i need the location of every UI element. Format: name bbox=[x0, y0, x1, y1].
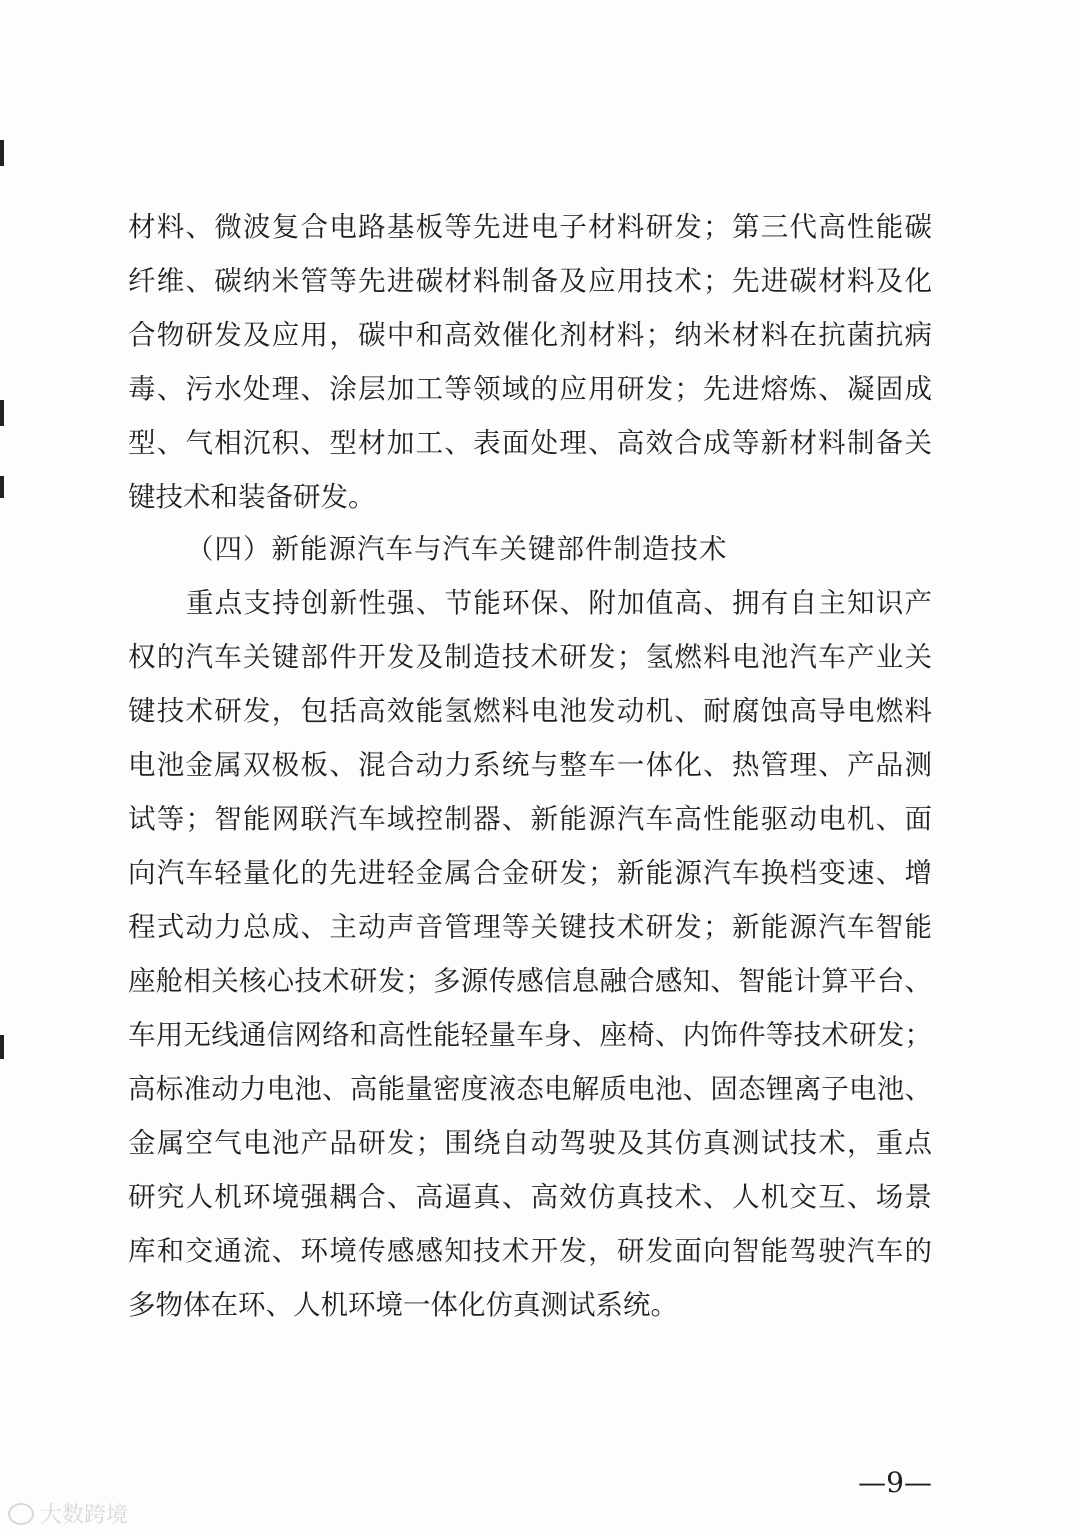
text-line: 权的汽车关键部件开发及制造技术研发；氢燃料电池汽车产业关 bbox=[128, 641, 932, 673]
text-line: 研究人机环境强耦合、高逼真、高效仿真技术、人机交互、场景 bbox=[128, 1181, 932, 1213]
watermark-text: 大数跨境 bbox=[40, 1503, 129, 1528]
text-line: 车用无线通信网络和高性能轻量车身、座椅、内饰件等技术研发； bbox=[128, 1019, 932, 1051]
text-line: 程式动力总成、主动声音管理等关键技术研发；新能源汽车智能 bbox=[128, 911, 932, 943]
text-line: 重点支持创新性强、节能环保、附加值高、拥有自主知识产 bbox=[186, 587, 932, 619]
text-line: 型、气相沉积、型材加工、表面处理、高效合成等新材料制备关 bbox=[128, 427, 932, 459]
margin-mark bbox=[0, 1035, 4, 1059]
text-line: 座舱相关核心技术研发；多源传感信息融合感知、智能计算平台、 bbox=[128, 965, 932, 997]
margin-mark bbox=[0, 140, 4, 166]
page-number: —9— bbox=[858, 1466, 932, 1499]
watermark-logo-icon bbox=[8, 1503, 34, 1525]
text-line: 材料、微波复合电路基板等先进电子材料研发；第三代高性能碳 bbox=[128, 211, 932, 243]
text-line: 毒、污水处理、涂层加工等领域的应用研发；先进熔炼、凝固成 bbox=[128, 373, 932, 405]
text-line: 电池金属双极板、混合动力系统与整车一体化、热管理、产品测 bbox=[128, 749, 932, 781]
text-line: 纤维、碳纳米管等先进碳材料制备及应用技术；先进碳材料及化 bbox=[128, 265, 932, 297]
text-line: 键技术和装备研发。 bbox=[128, 481, 376, 513]
text-line: 高标准动力电池、高能量密度液态电解质电池、固态锂离子电池、 bbox=[128, 1073, 932, 1105]
text-line: 金属空气电池产品研发；围绕自动驾驶及其仿真测试技术，重点 bbox=[128, 1127, 932, 1159]
text-line: 键技术研发，包括高效能氢燃料电池发动机、耐腐蚀高导电燃料 bbox=[128, 695, 932, 727]
section-heading: （四）新能源汽车与汽车关键部件制造技术 bbox=[186, 533, 728, 565]
text-line: 向汽车轻量化的先进轻金属合金研发；新能源汽车换档变速、增 bbox=[128, 857, 932, 889]
text-line: 多物体在环、人机环境一体化仿真测试系统。 bbox=[128, 1289, 678, 1321]
watermark bbox=[8, 1498, 128, 1529]
margin-mark bbox=[0, 400, 4, 426]
margin-mark bbox=[0, 476, 4, 498]
text-line: 试等；智能网联汽车域控制器、新能源汽车高性能驱动电机、面 bbox=[128, 803, 932, 835]
text-line: 库和交通流、环境传感感知技术开发，研发面向智能驾驶汽车的 bbox=[128, 1235, 932, 1267]
text-line: 合物研发及应用，碳中和高效催化剂材料；纳米材料在抗菌抗病 bbox=[128, 319, 932, 351]
